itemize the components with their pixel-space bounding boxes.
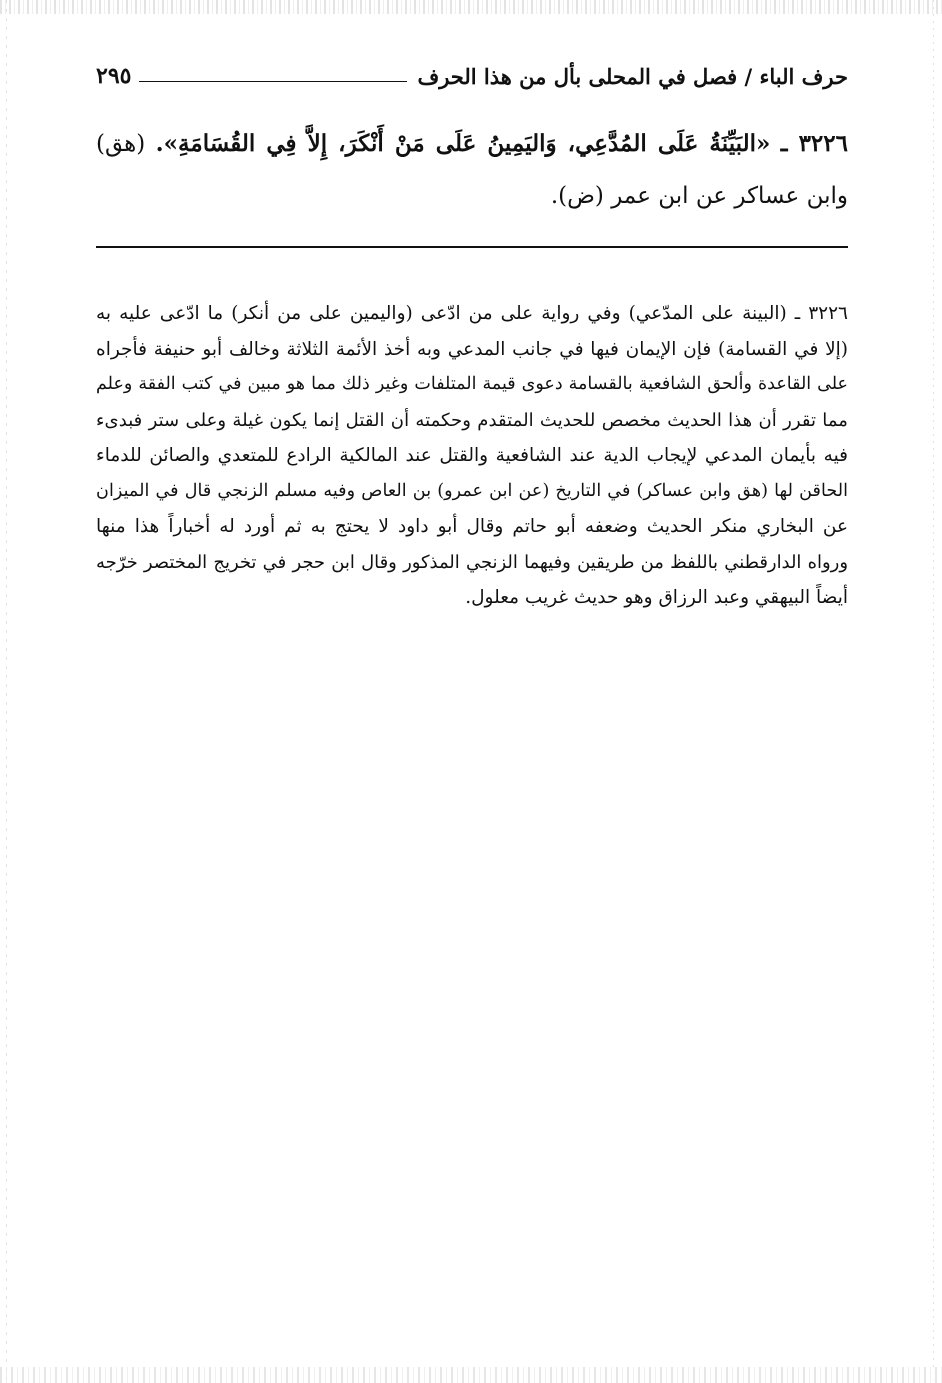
commentary-line: ٣٢٢٦ ـ (البينة على المدّعي) وفي رواية على من ادّعى (واليمين على من أنكر) ما ادّعى عليه به [96, 303, 848, 324]
running-header [96, 58, 848, 94]
hadith-text [96, 118, 848, 222]
hadith-source: (هق) وابن عساكر عن ابن عمر (ض). [96, 131, 848, 209]
commentary-line: أيضاً البيهقي وعبد الرزاق وهو حديث غريب معلول. [465, 587, 848, 608]
scan-edge-left [6, 0, 7, 1383]
header-rule [139, 81, 407, 82]
section-divider [96, 246, 848, 248]
scan-edge-top [0, 0, 942, 14]
commentary-line: ورواه الدارقطني باللفظ من طريقين وفيهما الزنجي المذكور وقال ابن حجر في تخريج المختصر خرّجه [96, 551, 848, 573]
commentary-line: (إلا في القسامة) فإن الإيمان فيها في جانب المدعي وبه أخذ الأئمة الثلاثة وخالف أبو حنيفة فأجراه [96, 338, 848, 360]
scan-edge-bottom [0, 1367, 942, 1383]
commentary [96, 296, 848, 616]
commentary-line: عن البخاري منكر الحديث وضعفه أبو حاتم وقال أبو داود لا يحتج به ثم أورد له أخباراً هذا منها [96, 516, 848, 537]
page-number: ٢٩٥ [96, 63, 132, 89]
commentary-line: على القاعدة وألحق الشافعية بالقسامة دعوى قيمة المتلفات وغير ذلك مما هو مبين في كتب الفقة وعلم [96, 374, 848, 394]
header-title: حرف الباء / فصل في المحلى بأل من هذا الحرف [417, 63, 848, 89]
scan-edge-right [933, 0, 934, 1383]
hadith-matn: «البَيِّنَةُ عَلَى المُدَّعِي، وَاليَمِينُ عَلَى مَنْ أَنْكَرَ، إِلاَّ فِي القُسَامَةِ». [155, 130, 771, 157]
commentary-line: مما تقرر أن هذا الحديث مخصص للحديث المتقدم وحكمته أن القتل إنما يكون غيلة وعلى ستر فبدىء [96, 409, 848, 431]
commentary-line: الحاقن لها (هق وابن عساكر) في التاريخ (عن ابن عمرو) بن العاص وفيه مسلم الزنجي قال في الميزان [96, 480, 848, 501]
commentary-line: فيه بأيمان المدعي لإيجاب الدية عند الشافعية والقتل عند المالكية الرادع للمتعدي والصائن للدماء [96, 445, 848, 466]
hadith-number: ٣٢٢٦ ـ [780, 130, 848, 157]
